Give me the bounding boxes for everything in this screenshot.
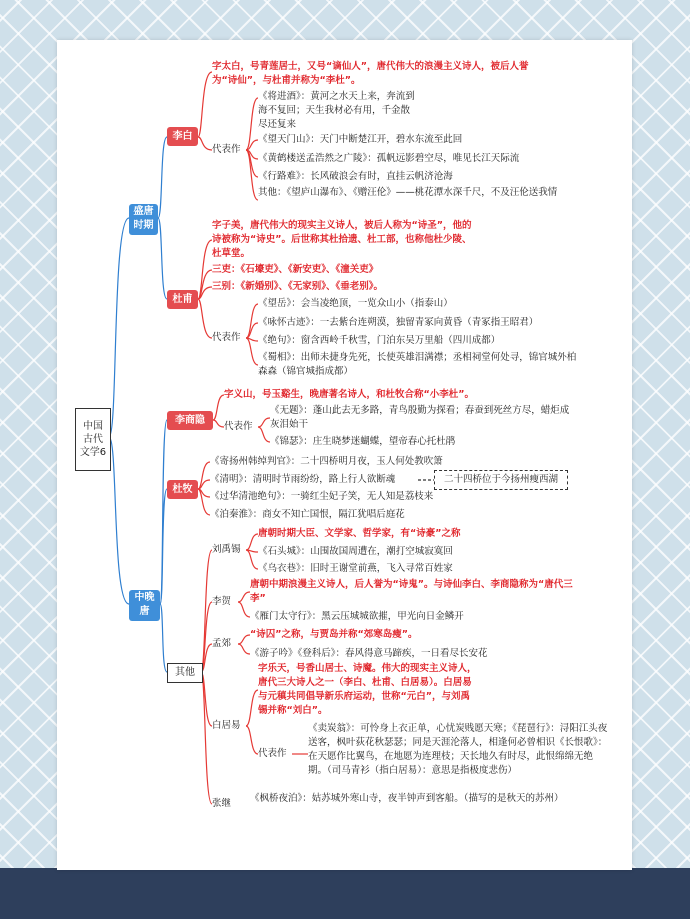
li-bai-rep-label: 代表作: [212, 144, 241, 155]
poet-liu-yuxi: 刘禹锡: [212, 544, 241, 555]
li-shangyin-intro: 字义山，号玉谿生，晚唐著名诗人，和杜牧合称“小李杜”。: [224, 389, 474, 400]
du-mu-work-4: 《泊秦淮》：商女不知亡国恨，隔江犹唱后庭花: [210, 509, 405, 520]
du-fu-rep-label: 代表作: [212, 332, 241, 343]
li-shangyin-work-2: 《锦瑟》：庄生晓梦迷蝴蝶，望帝春心托杜鹃: [270, 436, 456, 447]
li-bai-work-3: 《黄鹤楼送孟浩然之广陵》：孤帆远影碧空尽，唯见长江天际流: [258, 153, 520, 164]
period-node-shengtang: [129, 204, 158, 235]
poet-node-du-mu: 杜牧: [167, 480, 198, 499]
root-node: [75, 408, 111, 471]
li-bai-work-1: 《将进酒》：黄河之水天上来，奔流到海不复回；天生我材必有用，千金散尽还复来: [258, 91, 415, 130]
liu-yuxi-work-2: 《乌衣巷》：旧时王谢堂前燕，飞入寻常百姓家: [258, 563, 453, 574]
li-bai-intro: 字太白，号青莲居士，又号“谪仙人”，唐代伟大的浪漫主义诗人，被后人誉为“诗仙”，与杜甫并称为“李杜”。: [212, 61, 529, 86]
du-mu-note: 二十四桥位于今扬州瘦西湖: [434, 470, 568, 490]
liu-yuxi-work-1: 《石头城》：山围故国周遭在，潮打空城寂寞回: [258, 546, 453, 557]
du-fu-san-bie: 三别：《新婚别》、《无家别》、《垂老别》。: [212, 281, 384, 292]
root-title: 中国古代文学6: [79, 421, 107, 458]
bai-juyi-intro: 字乐天，号香山居士、诗魔。伟大的现实主义诗人，唐代三大诗人之一（李白、杜甫、白居易）。白居易与元稹共同倡导新乐府运动，世称“元白”，与刘禹锡并称“刘白”。: [258, 663, 477, 716]
others-node: 其他: [167, 663, 203, 683]
meng-jiao-intro: “诗囚”之称，与贾岛并称“郊寒岛瘦”。: [250, 629, 418, 640]
du-mu-work-1: 《寄扬州韩绰判官》：二十四桥明月夜，玉人何处教吹箫: [210, 456, 443, 467]
du-fu-work-3: 《绝句》：窗含西岭千秋雪，门泊东吴万里船（四川成都）: [258, 335, 501, 346]
li-shangyin-work-1: 《无题》：蓬山此去无多路，青鸟殷勤为探看；春蚕到死丝方尽，蜡炬成灰泪始干: [270, 405, 570, 430]
poet-node-li-bai: 李白: [167, 127, 198, 146]
poet-node-li-shangyin: 李商隐: [167, 411, 213, 430]
du-fu-san-li: 三吏：《石壕吏》、《新安吏》、《潼关吏》: [212, 264, 379, 275]
period-label: 盛唐时期: [133, 206, 154, 231]
li-bai-work-4: 《行路难》：长风破浪会有时，直挂云帆济沧海: [258, 171, 453, 182]
du-fu-work-2: 《咏怀古迹》：一去紫台连朔漠，独留青冢向黄昏（青冢指王昭君）: [258, 317, 539, 328]
li-he-work-1: 《雁门太守行》：黑云压城城欲摧，甲光向日金鳞开: [250, 611, 464, 622]
li-bai-work-5: 其他：《望庐山瀑布》、《赠汪伦》——桃花潭水深千尺，不及汪伦送我情: [258, 187, 558, 198]
poet-node-du-fu: 杜甫: [167, 290, 198, 309]
poet-bai-juyi: 白居易: [212, 720, 241, 731]
liu-yuxi-intro: 唐朝时期大臣、文学家、哲学家，有“诗豪”之称: [258, 528, 461, 539]
period-label: 中晚唐: [134, 592, 155, 617]
bai-juyi-works: 《卖炭翁》：可怜身上衣正单，心忧炭贱愿天寒；《琵琶行》：浔阳江头夜送客，枫叶荻花秋瑟瑟；同是天涯沦落人，相逢何必曾相识《长恨歌》：在天愿作比翼鸟，在地愿为连理枝；天长地久有时尽，此恨绵绵无绝期。（司马青衫（指白居易）：意思是指极度悲伤）: [308, 723, 608, 776]
poet-meng-jiao: 孟郊: [212, 638, 232, 649]
du-mu-work-3: 《过华清池绝句》：一骑红尘妃子笑，无人知是荔枝来: [210, 491, 434, 502]
du-fu-work-4: 《蜀相》：出师未捷身先死，长使英雄泪满襟；丞相祠堂何处寻，锦官城外柏森森（锦官城指成都）: [258, 352, 577, 377]
poet-li-he: 李贺: [212, 596, 232, 607]
du-fu-work-1: 《望岳》：会当凌绝顶，一览众山小（指泰山）: [258, 298, 453, 309]
period-node-zhongwantang: [129, 590, 160, 621]
du-mu-work-2: 《清明》：清明时节雨纷纷，路上行人欲断魂: [210, 474, 396, 485]
zhang-ji-works: 《枫桥夜泊》：姑苏城外寒山寺，夜半钟声到客船。（描写的是秋天的苏州）: [250, 793, 564, 804]
meng-jiao-work-1: 《游子吟》《登科后》：春风得意马蹄疾，一日看尽长安花: [250, 648, 488, 659]
li-bai-work-2: 《望天门山》：天门中断楚江开，碧水东流至此回: [258, 134, 463, 145]
li-shangyin-rep-label: 代表作: [224, 421, 253, 432]
bai-juyi-rep-label: 代表作: [258, 748, 287, 759]
poet-zhang-ji: 张继: [212, 798, 232, 809]
li-he-intro: 唐朝中期浪漫主义诗人，后人誉为“诗鬼”。与诗仙李白、李商隐称为“唐代三李”: [250, 579, 573, 604]
du-fu-intro: 字子美，唐代伟大的现实主义诗人，被后人称为“诗圣”，他的诗被称为“诗史”。后世称其杜拾遗、杜工部，也称他杜少陵、杜草堂。: [212, 220, 472, 259]
